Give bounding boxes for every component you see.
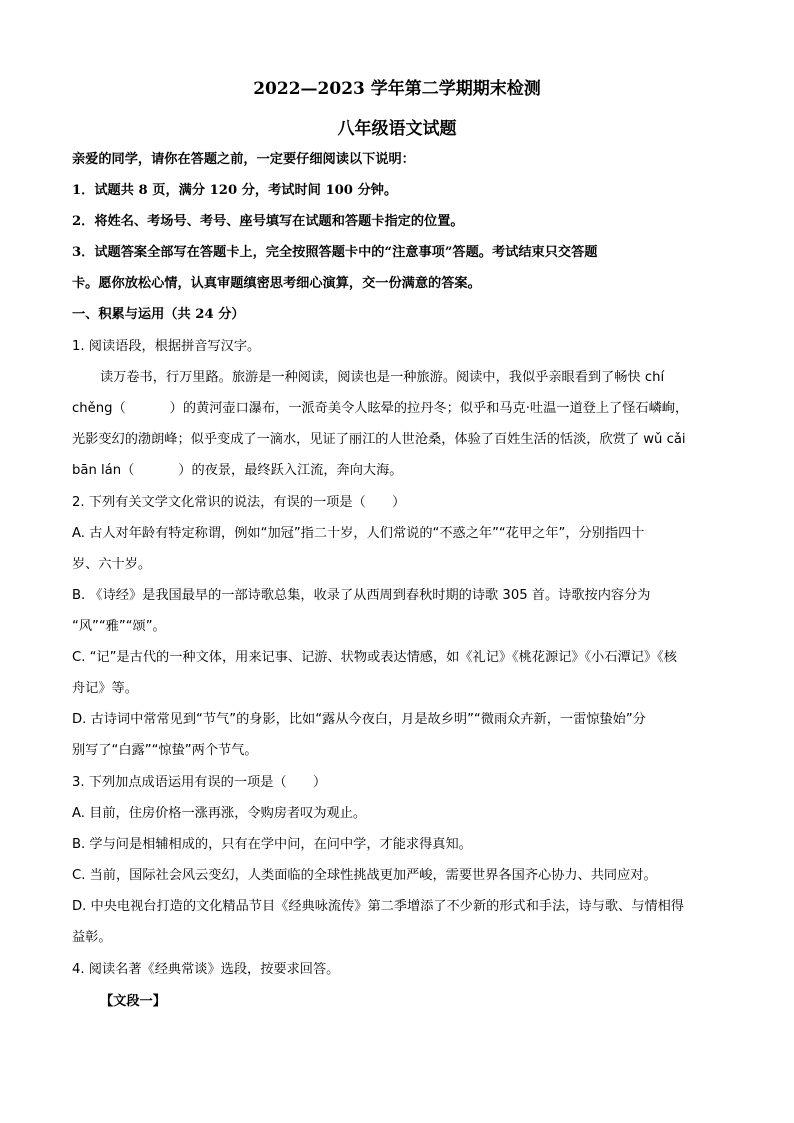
section-heading: 一、积累与运用（共 24 分）	[72, 307, 245, 322]
question-2-stem: 2. 下列有关文学文化常识的说法，有误的一项是（ ）	[72, 495, 406, 510]
question-1-paragraph-line-2	[72, 399, 688, 419]
question-1-paragraph-line-3: 光影变幻的渤朗峰；似乎变成了一滴水，见证了丽江的人世沧桑，体验了百姓生活的恬淡，欣赏了 wǔ cǎi	[72, 432, 686, 447]
question-3-stem: 3. 下列加点成语运用有误的一项是（ ）	[72, 775, 327, 790]
instructions-greeting: 亲爱的同学，请你在答题之前，一定要仔细阅读以下说明：	[72, 152, 415, 167]
instruction-item-2: 2．将姓名、考场号、考号、座号填写在试题和答题卡指定的位置。	[72, 214, 464, 229]
question-3-option-b: B. 学与问是相辅相成的，只有在学中问，在问中学，才能求得真知。	[72, 837, 472, 852]
question-1-paragraph-line-4	[72, 461, 402, 481]
exam-subtitle: 八年级语文试题	[337, 119, 457, 139]
question-1-paragraph-line-1: 读万卷书，行万里路。旅游是一种阅读，阅读也是一种旅游。阅读中，我似乎亲眼看到了畅快 chí	[100, 370, 665, 385]
question-2-option-a-line-2: 岁、六十岁。	[72, 557, 152, 572]
paragraph-text: ）的黄河壶口瀑布，一派奇美令人眩晕的拉丹冬；似乎和马克·吐温一道登上了怪石嶙峋，	[169, 401, 689, 416]
exam-title: 2022—2023 学年第二学期期末检测	[253, 79, 541, 99]
pinyin-prompt: bān lán（	[72, 463, 135, 478]
instruction-item-3-line-2: 卡。愿你放松心情，认真审题缜密思考细心演算，交一份满意的答案。	[72, 276, 481, 291]
question-2-option-a-line-1: A. 古人对年龄有特定称谓，例如“加冠”指二十岁，人们常说的“不惑之年”“花甲之年”，分别指四十	[72, 526, 645, 541]
question-3-option-d-line-2: 益彰。	[72, 930, 112, 945]
instruction-item-1: 1．试题共 8 页，满分 120 分，考试时间 100 分钟。	[72, 183, 398, 198]
question-2-option-d-line-2: 别写了“白露”“惊蛰”两个节气。	[72, 743, 258, 758]
question-2-option-b-line-1: B. 《诗经》是我国最早的一部诗歌总集，收录了从西周到春秋时期的诗歌 305 首。诗歌按内容分为	[72, 588, 651, 603]
question-3-option-a: A. 目前，住房价格一涨再涨，令购房者叹为观止。	[72, 806, 367, 821]
question-3-option-c: C. 当前，国际社会风云变幻，人类面临的全球性挑战更加严峻，需要世界各国齐心协力、共同应对。	[72, 868, 657, 883]
pinyin-prompt: chěng（	[72, 401, 126, 416]
question-4-stem: 4. 阅读名著《经典常谈》选段，按要求回答。	[72, 962, 340, 977]
question-2-option-b-line-2: “风”“雅”“颂”。	[72, 619, 166, 634]
question-1-stem: 1. 阅读语段，根据拼音写汉字。	[72, 339, 261, 354]
question-2-option-c-line-2: 舟记》等。	[72, 681, 138, 696]
passage-label: 【文段一】	[100, 994, 166, 1009]
question-3-option-d-line-1: D. 中央电视台打造的文化精品节目《经典咏流传》第二季增添了不少新的形式和手法，诗与歌、与情相得	[72, 899, 684, 914]
question-2-option-c-line-1: C. “记”是古代的一种文体，用来记事、记游、状物或表达情感，如《礼记》《桃花源记》《小石潭记》《核	[72, 650, 677, 665]
question-2-option-d-line-1: D. 古诗词中常常见到“节气”的身影，比如“露从今夜白，月是故乡明”“微雨众卉新，一雷惊蛰始”分	[72, 712, 646, 727]
instruction-item-3-line-1: 3．试题答案全部写在答题卡上，完全按照答题卡中的“注意事项”答题。考试结束只交答题	[72, 245, 598, 260]
paragraph-text: ）的夜景，最终跃入江流，奔向大海。	[178, 463, 403, 478]
